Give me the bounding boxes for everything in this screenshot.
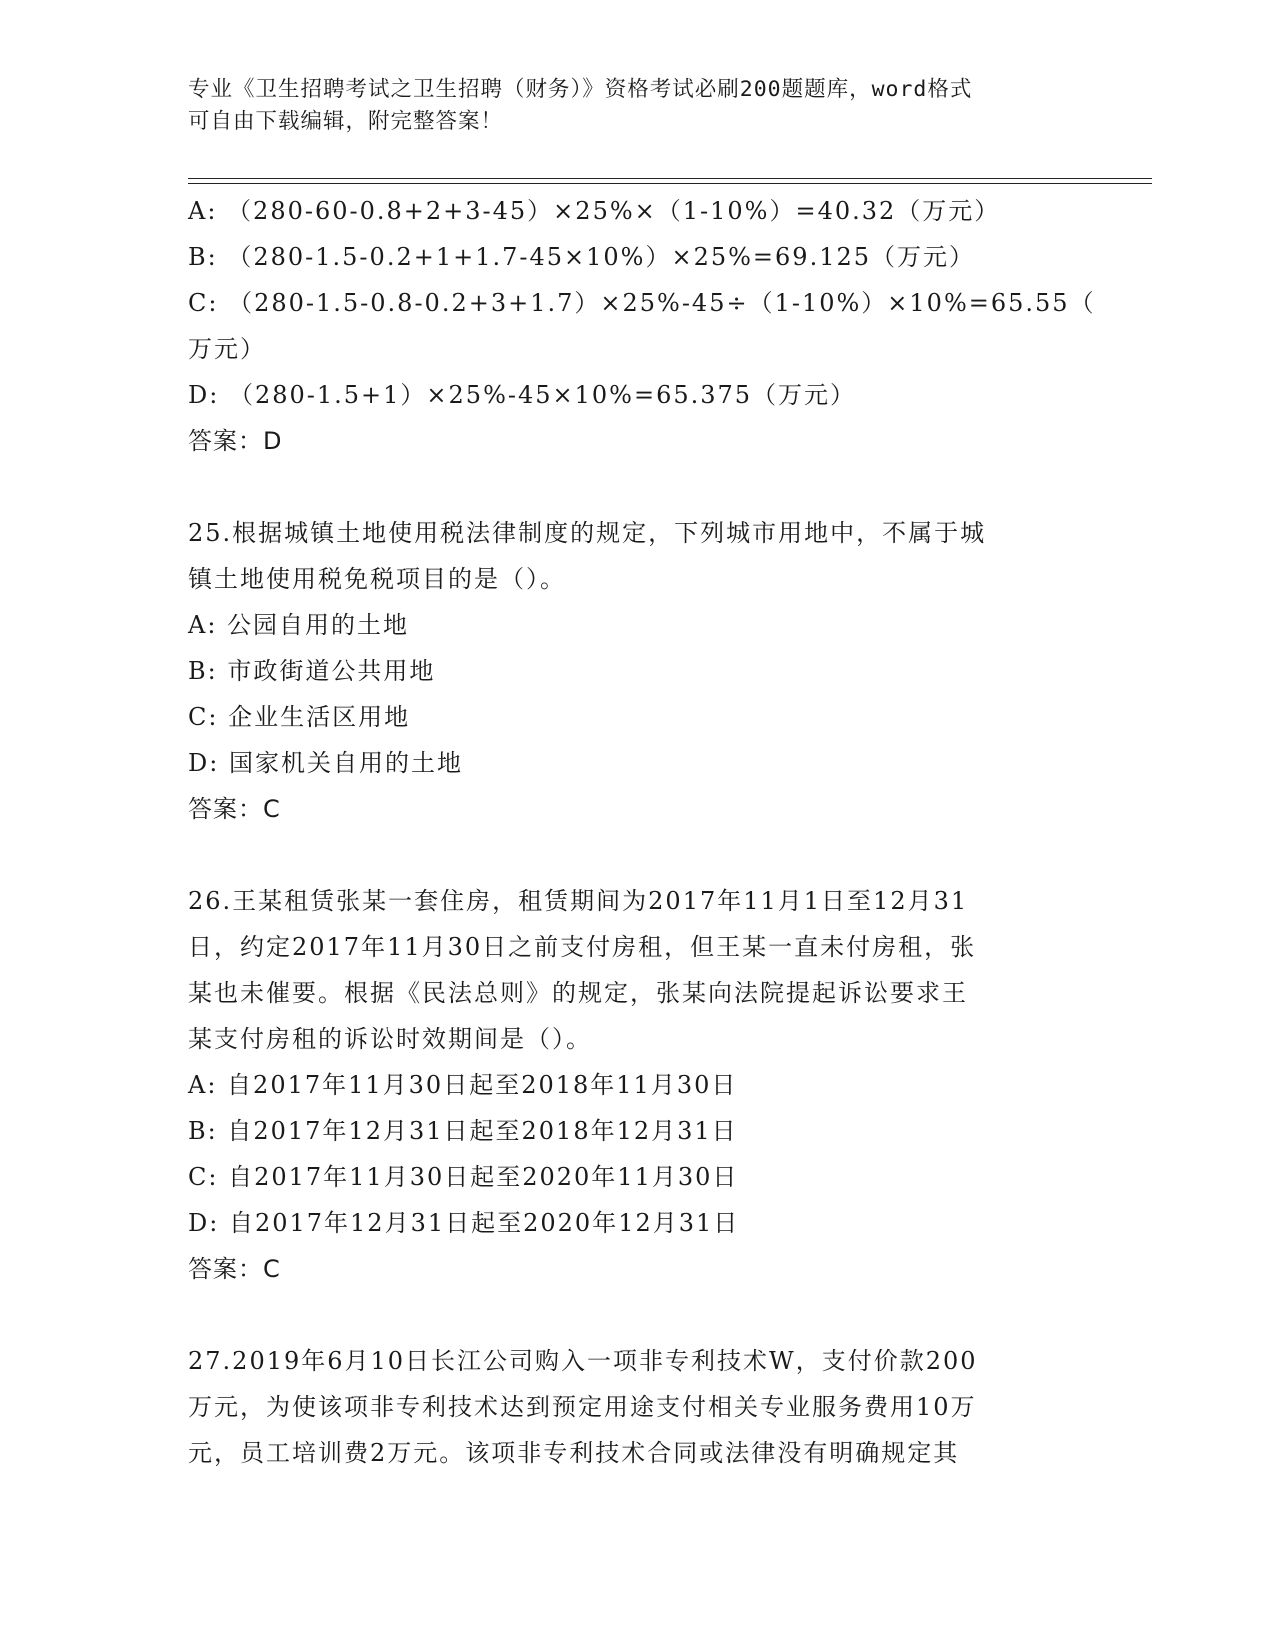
question-text-line: 元，员工培训费2万元。该项非专利技术合同或法律没有明确规定其 <box>188 1439 960 1467</box>
option-c: C: （280-1.5-0.8-0.2+3+1.7）×25%-45÷（1-10%）×10%=65.55（ <box>188 289 1096 317</box>
option-d: D: （280-1.5+1）×25%-45×10%=65.375（万元） <box>188 381 857 409</box>
option-c: C: 自2017年11月30日起至2020年11月30日 <box>188 1163 739 1191</box>
question-27 <box>188 1338 1088 1476</box>
document-header <box>188 74 1088 138</box>
answer-label: 答案：C <box>188 795 281 823</box>
header-divider-top <box>188 178 1152 179</box>
question-text-line: 某也未催要。根据《民法总则》的规定，张某向法院提起诉讼要求王 <box>188 979 968 1007</box>
question-24-options <box>188 188 1096 464</box>
spacer <box>188 464 1088 510</box>
question-text-line: 万元，为使该项非专利技术达到预定用途支付相关专业服务费用10万 <box>188 1393 977 1421</box>
question-text-line: 25.根据城镇土地使用税法律制度的规定，下列城市用地中，不属于城 <box>188 519 987 547</box>
header-line-2: 可自由下载编辑，附完整答案！ <box>188 109 504 134</box>
question-text-line: 日，约定2017年11月30日之前支付房租，但王某一直未付房租，张 <box>188 933 977 961</box>
header-line-1: 专业《卫生招聘考试之卫生招聘（财务）》资格考试必刷200题题库，word格式 <box>188 77 973 102</box>
option-b: B: 市政街道公共用地 <box>188 657 436 685</box>
option-d: D: 国家机关自用的土地 <box>188 749 463 777</box>
option-c-continued: 万元） <box>188 335 266 363</box>
spacer <box>188 832 1088 878</box>
header-divider-bottom <box>188 183 1152 184</box>
question-25 <box>188 510 1088 832</box>
option-b: B: 自2017年12月31日起至2018年12月31日 <box>188 1117 738 1145</box>
option-b: B: （280-1.5-0.2+1+1.7-45×10%）×25%=69.125（万元） <box>188 243 976 271</box>
answer-label: 答案：D <box>188 427 283 455</box>
document-body <box>188 188 1096 1476</box>
option-a: A: （280-60-0.8+2+3-45）×25%×（1-10%）=40.32（万元） <box>188 197 1001 225</box>
question-text-line: 某支付房租的诉讼时效期间是（）。 <box>188 1025 592 1053</box>
spacer <box>188 1292 1088 1338</box>
option-c: C: 企业生活区用地 <box>188 703 411 731</box>
answer-label: 答案：C <box>188 1255 281 1283</box>
question-text-line: 镇土地使用税免税项目的是（）。 <box>188 565 566 593</box>
question-26 <box>188 878 1088 1292</box>
option-d: D: 自2017年12月31日起至2020年12月31日 <box>188 1209 740 1237</box>
question-text-line: 26.王某租赁张某一套住房，租赁期间为2017年11月1日至12月31 <box>188 887 969 915</box>
option-a: A: 自2017年11月30日起至2018年11月30日 <box>188 1071 738 1099</box>
question-text-line: 27.2019年6月10日长江公司购入一项非专利技术W，支付价款200 <box>188 1347 978 1375</box>
option-a: A: 公园自用的土地 <box>188 611 410 639</box>
